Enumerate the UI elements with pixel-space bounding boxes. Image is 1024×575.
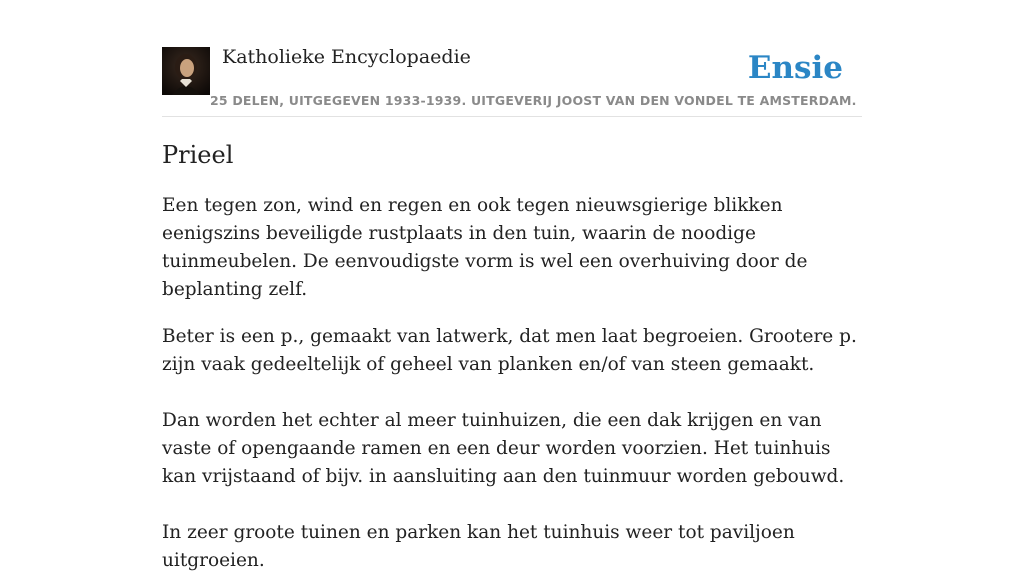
source-meta: 25 DELEN, UITGEGEVEN 1933-1939. UITGEVERIJ JOOST VAN DEN VONDEL TE AMSTERDAM.: [210, 93, 857, 108]
portrait-avatar-icon[interactable]: [162, 47, 210, 95]
article-paragraph: Een tegen zon, wind en regen en ook tegen nieuwsgierige blikken eenigszins beveiligde rustplaats in den tuin, waarin de noodige tuinmeubelen. De eenvoudigste vorm is wel een overhuiving door de beplanting zelf.: [162, 195, 808, 300]
article: [162, 138, 862, 575]
article-title: Prieel: [162, 141, 234, 169]
source-title[interactable]: Katholieke Encyclopaedie: [222, 46, 471, 68]
ensie-logo-link[interactable]: Ensie: [747, 50, 843, 86]
article-paragraph: Beter is een p., gemaakt van latwerk, dat men laat begroeien. Grootere p. zijn vaak gedeeltelijk of geheel van planken en/of van steen gemaakt. Dan worden het echter al meer tuinhuizen, die een dak krijgen en van vaste of opengaande ramen en een deur worden voorzien. Het tuinhuis kan vrijstaand of bijv. in aansluiting aan den tuinmuur worden gebouwd. In zeer groote tuinen en parken kan het tuinhuis weer tot paviljoen uitgroeien.: [162, 326, 857, 571]
source-header: [162, 46, 862, 117]
